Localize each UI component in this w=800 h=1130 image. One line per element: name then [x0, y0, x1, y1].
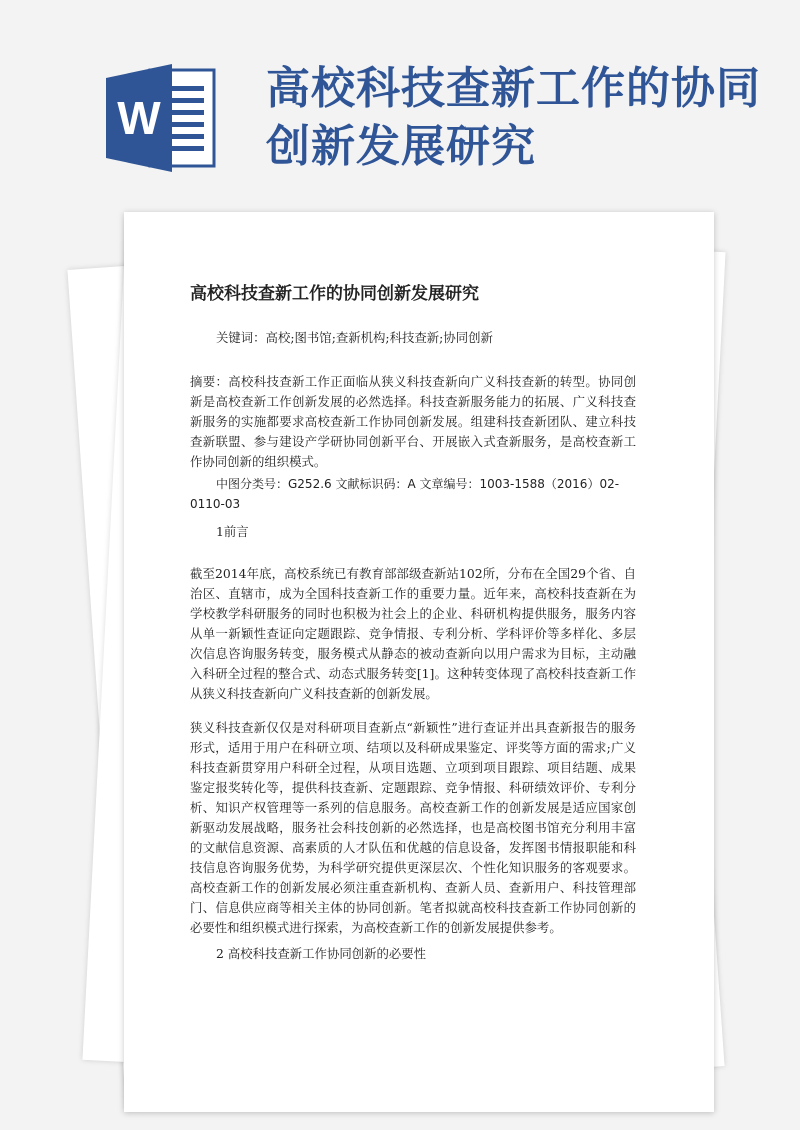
classification-info [190, 474, 636, 514]
document-title: 高校科技查新工作的协同创新发展研究 [190, 284, 479, 304]
classification-line-2: 0110-03 [190, 497, 241, 511]
keywords: 关键词：高校;图书馆;查新机构;科技查新;协同创新 [216, 330, 493, 345]
abstract: 摘要：高校科技查新工作正面临从狭义科技查新向广义科技查新的转型。协同创新是高校查新工作创新发展的必然选择。科技查新服务能力的拓展、广义科技查新服务的实施都要求高校查新工作协同创新发展。组建科技查新团队、建立科技查新联盟、参与建设产学研协同创新平台、开展嵌入式查新服务，是高校查新工作协同创新的组织模式。 [190, 374, 636, 469]
section-heading-2: 2 高校科技查新工作协同创新的必要性 [216, 946, 427, 961]
classification-line-1: 中图分类号：G252.6 文献标识码：A 文章编号：1003-1588（2016）02- [216, 477, 620, 491]
word-document-icon [106, 64, 216, 172]
word-icon-letter: W [117, 92, 161, 144]
paragraph-1: 截至2014年底，高校系统已有教育部部级查新站102所，分布在全国29个省、自治区、直辖市，成为全国科技查新工作的重要力量。近年来，高校科技查新在为学校教学科研服务的同时也积极为社会上的企业、科研机构提供服务，服务内容从单一新颖性查证向定题跟踪、竞争情报、专利分析、学科评价等多样化、多层次信息咨询服务转变，服务模式从静态的被动查新向以用户需求为目标，主动融入科研全过程的整合式、动态式服务转变[1]。这种转变体现了高校科技查新工作从狭义科技查新向广义科技查新的创新发展。 [190, 566, 636, 701]
paragraph-2: 狭义科技查新仅仅是对科研项目查新点“新颖性”进行查证并出具查新报告的服务形式，适用于用户在科研立项、结项以及科研成果鉴定、评奖等方面的需求;广义科技查新贯穿用户科研全过程，从项目选题、立项到项目跟踪、项目结题、成果鉴定报奖转化等，提供科技查新、定题跟踪、竞争情报、科研绩效评价、专利分析、知识产权管理等一系列的信息服务。高校查新工作的创新发展是适应国家创新驱动发展战略，服务社会科技创新的必然选择，也是高校图书馆充分利用丰富的文献信息资源、高素质的人才队伍和优越的信息设备，发挥图书情报职能和科技信息咨询服务优势，为科学研究提供更深层次、个性化知识服务的客观要求。高校查新工作的创新发展必须注重查新机构、查新人员、查新用户、科技管理部门、信息供应商等相关主体的协同创新。笔者拟就高校科技查新工作协同创新的必要性和组织模式进行探索，为高校查新工作的创新发展提供参考。 [190, 720, 636, 935]
watermark [28, 143, 91, 178]
document-page [124, 212, 714, 1112]
section-heading-1: 1前言 [216, 524, 249, 539]
page-title: 高校科技查新工作的协同创新发展研究 [266, 63, 761, 172]
